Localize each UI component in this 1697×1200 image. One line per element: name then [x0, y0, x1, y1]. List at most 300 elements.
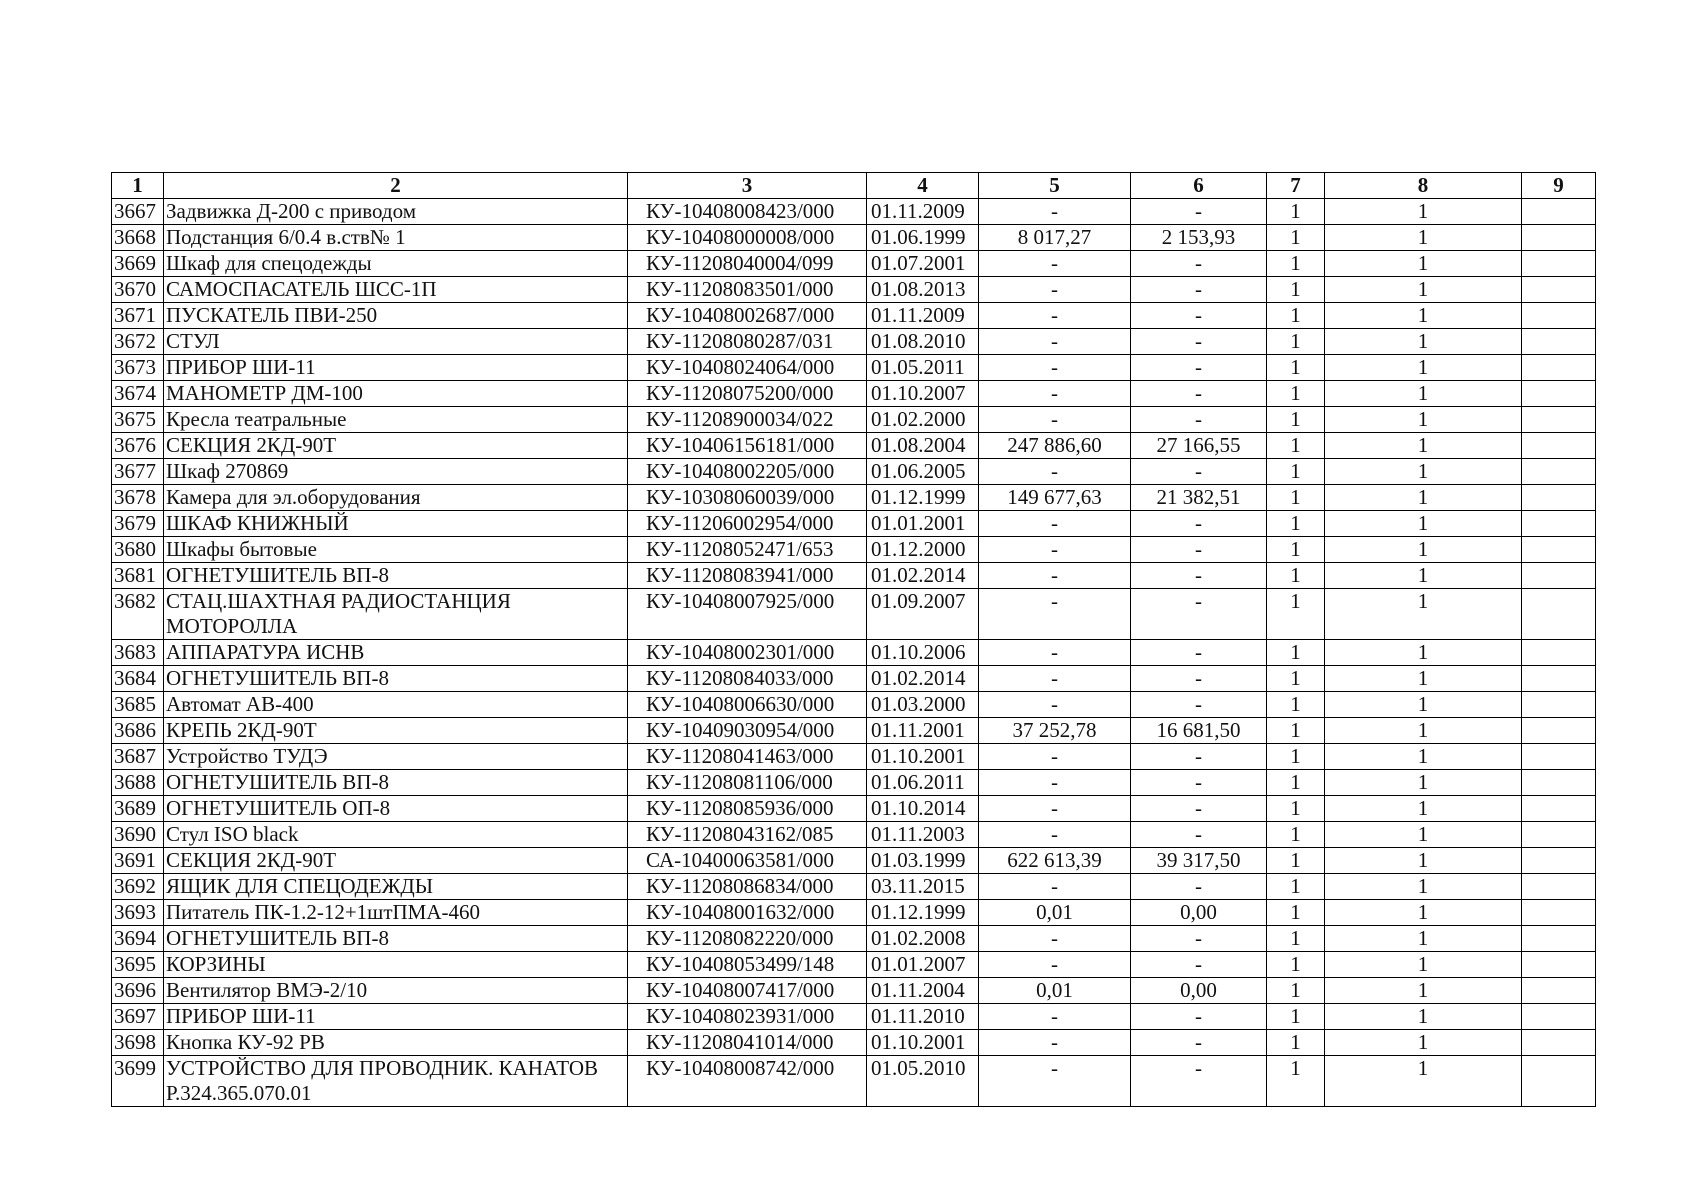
value-col9-cell	[1522, 459, 1596, 485]
table-row	[112, 848, 1596, 874]
value-col7-cell: 1	[1267, 666, 1325, 692]
value-col9-cell	[1522, 822, 1596, 848]
value-col6-cell: -	[1131, 666, 1267, 692]
value-col8-cell: 1	[1325, 199, 1522, 225]
table-row	[112, 822, 1596, 848]
inventory-code-cell: КУ-10308060039/000	[628, 485, 867, 511]
value-col9-cell	[1522, 433, 1596, 459]
date-cell: 01.01.2007	[867, 952, 979, 978]
row-number-cell: 3673	[112, 355, 164, 381]
item-name-cell: Шкаф для спецодежды	[164, 251, 628, 277]
value-col5-cell: -	[979, 303, 1131, 329]
table-row	[112, 640, 1596, 666]
item-name-cell: Шкаф 270869	[164, 459, 628, 485]
value-col8-cell: 1	[1325, 355, 1522, 381]
inventory-code-cell: КУ-11206002954/000	[628, 511, 867, 537]
value-col5-cell: -	[979, 822, 1131, 848]
value-col9-cell	[1522, 640, 1596, 666]
value-col6-cell: -	[1131, 744, 1267, 770]
date-cell: 01.02.2014	[867, 666, 979, 692]
row-number-cell: 3698	[112, 1030, 164, 1056]
date-cell: 01.11.2001	[867, 718, 979, 744]
table-row	[112, 978, 1596, 1004]
value-col8-cell: 1	[1325, 1030, 1522, 1056]
inventory-code-cell: КУ-11208040004/099	[628, 251, 867, 277]
value-col7-cell: 1	[1267, 355, 1325, 381]
row-number-cell: 3696	[112, 978, 164, 1004]
column-header-2: 2	[164, 173, 628, 199]
value-col6-cell: -	[1131, 511, 1267, 537]
row-number-cell: 3670	[112, 277, 164, 303]
value-col8-cell: 1	[1325, 822, 1522, 848]
row-number-cell: 3692	[112, 874, 164, 900]
value-col7-cell: 1	[1267, 900, 1325, 926]
value-col7-cell: 1	[1267, 251, 1325, 277]
item-name-cell: ОГНЕТУШИТЕЛЬ ВП-8	[164, 563, 628, 589]
column-header-5: 5	[979, 173, 1131, 199]
row-number-cell: 3690	[112, 822, 164, 848]
row-number-cell: 3675	[112, 407, 164, 433]
value-col7-cell: 1	[1267, 848, 1325, 874]
value-col5-cell: 8 017,27	[979, 225, 1131, 251]
value-col5-cell: 0,01	[979, 978, 1131, 1004]
item-name-cell: МАНОМЕТР ДМ-100	[164, 381, 628, 407]
value-col7-cell: 1	[1267, 407, 1325, 433]
value-col8-cell: 1	[1325, 1056, 1522, 1107]
value-col6-cell: -	[1131, 926, 1267, 952]
row-number-cell: 3676	[112, 433, 164, 459]
value-col6-cell: 2 153,93	[1131, 225, 1267, 251]
value-col6-cell: -	[1131, 796, 1267, 822]
item-name-cell: Вентилятор ВМЭ-2/10	[164, 978, 628, 1004]
value-col6-cell: -	[1131, 1030, 1267, 1056]
item-name-cell: Шкафы бытовые	[164, 537, 628, 563]
header-row	[112, 173, 1596, 199]
table-row	[112, 485, 1596, 511]
value-col5-cell: -	[979, 459, 1131, 485]
value-col6-cell: -	[1131, 355, 1267, 381]
value-col9-cell	[1522, 537, 1596, 563]
value-col5-cell: -	[979, 407, 1131, 433]
inventory-code-cell: КУ-10408053499/148	[628, 952, 867, 978]
table-row	[112, 277, 1596, 303]
date-cell: 01.03.2000	[867, 692, 979, 718]
row-number-cell: 3682	[112, 589, 164, 640]
table-row	[112, 459, 1596, 485]
value-col7-cell: 1	[1267, 433, 1325, 459]
table-row	[112, 1030, 1596, 1056]
value-col9-cell	[1522, 511, 1596, 537]
value-col9-cell	[1522, 329, 1596, 355]
date-cell: 01.10.2001	[867, 744, 979, 770]
date-cell: 01.10.2014	[867, 796, 979, 822]
table-row	[112, 874, 1596, 900]
value-col6-cell: -	[1131, 537, 1267, 563]
item-name-cell: АППАРАТУРА ИСНВ	[164, 640, 628, 666]
value-col5-cell: 622 613,39	[979, 848, 1131, 874]
row-number-cell: 3684	[112, 666, 164, 692]
inventory-code-cell: КУ-11208081106/000	[628, 770, 867, 796]
row-number-cell: 3668	[112, 225, 164, 251]
row-number-cell: 3689	[112, 796, 164, 822]
value-col8-cell: 1	[1325, 589, 1522, 640]
value-col9-cell	[1522, 355, 1596, 381]
inventory-code-cell: КУ-11208041014/000	[628, 1030, 867, 1056]
item-name-cell: ПРИБОР ШИ-11	[164, 355, 628, 381]
inventory-code-cell: КУ-10408002205/000	[628, 459, 867, 485]
inventory-code-cell: КУ-11208052471/653	[628, 537, 867, 563]
table-row	[112, 329, 1596, 355]
value-col5-cell: -	[979, 1056, 1131, 1107]
date-cell: 01.11.2003	[867, 822, 979, 848]
item-name-cell: ПУСКАТЕЛЬ ПВИ-250	[164, 303, 628, 329]
column-header-1: 1	[112, 173, 164, 199]
table-row	[112, 796, 1596, 822]
value-col5-cell: -	[979, 744, 1131, 770]
column-header-7: 7	[1267, 173, 1325, 199]
table-row	[112, 407, 1596, 433]
value-col7-cell: 1	[1267, 277, 1325, 303]
value-col8-cell: 1	[1325, 692, 1522, 718]
value-col9-cell	[1522, 692, 1596, 718]
date-cell: 01.10.2001	[867, 1030, 979, 1056]
date-cell: 01.06.1999	[867, 225, 979, 251]
value-col8-cell: 1	[1325, 1004, 1522, 1030]
column-header-9: 9	[1522, 173, 1596, 199]
row-number-cell: 3669	[112, 251, 164, 277]
value-col7-cell: 1	[1267, 874, 1325, 900]
value-col5-cell: 247 886,60	[979, 433, 1131, 459]
inventory-code-cell: КУ-11208083941/000	[628, 563, 867, 589]
table-row	[112, 952, 1596, 978]
value-col7-cell: 1	[1267, 1056, 1325, 1107]
value-col8-cell: 1	[1325, 926, 1522, 952]
value-col8-cell: 1	[1325, 563, 1522, 589]
value-col8-cell: 1	[1325, 770, 1522, 796]
value-col5-cell: -	[979, 511, 1131, 537]
table-row	[112, 589, 1596, 640]
table-row	[112, 433, 1596, 459]
value-col7-cell: 1	[1267, 796, 1325, 822]
value-col7-cell: 1	[1267, 303, 1325, 329]
value-col5-cell: -	[979, 796, 1131, 822]
value-col5-cell: 149 677,63	[979, 485, 1131, 511]
value-col8-cell: 1	[1325, 407, 1522, 433]
value-col7-cell: 1	[1267, 978, 1325, 1004]
row-number-cell: 3688	[112, 770, 164, 796]
value-col9-cell	[1522, 381, 1596, 407]
value-col8-cell: 1	[1325, 459, 1522, 485]
value-col9-cell	[1522, 978, 1596, 1004]
table-row	[112, 199, 1596, 225]
value-col8-cell: 1	[1325, 381, 1522, 407]
value-col9-cell	[1522, 666, 1596, 692]
date-cell: 01.01.2001	[867, 511, 979, 537]
value-col8-cell: 1	[1325, 640, 1522, 666]
date-cell: 01.05.2011	[867, 355, 979, 381]
table-row	[112, 511, 1596, 537]
value-col5-cell: -	[979, 563, 1131, 589]
value-col5-cell: -	[979, 874, 1131, 900]
value-col8-cell: 1	[1325, 511, 1522, 537]
value-col5-cell: -	[979, 537, 1131, 563]
value-col5-cell: -	[979, 640, 1131, 666]
value-col8-cell: 1	[1325, 848, 1522, 874]
inventory-table	[111, 172, 1596, 1107]
item-name-cell: Устройство ТУДЭ	[164, 744, 628, 770]
item-name-cell: Кнопка КУ-92 РВ	[164, 1030, 628, 1056]
value-col6-cell: -	[1131, 822, 1267, 848]
value-col7-cell: 1	[1267, 563, 1325, 589]
value-col5-cell: -	[979, 1004, 1131, 1030]
item-name-cell: ОГНЕТУШИТЕЛЬ ВП-8	[164, 770, 628, 796]
value-col5-cell: -	[979, 770, 1131, 796]
value-col6-cell: -	[1131, 251, 1267, 277]
value-col6-cell: -	[1131, 952, 1267, 978]
value-col6-cell: -	[1131, 303, 1267, 329]
date-cell: 01.09.2007	[867, 589, 979, 640]
value-col7-cell: 1	[1267, 589, 1325, 640]
table-row	[112, 718, 1596, 744]
value-col9-cell	[1522, 952, 1596, 978]
row-number-cell: 3685	[112, 692, 164, 718]
item-name-cell: Автомат АВ-400	[164, 692, 628, 718]
table-row	[112, 1004, 1596, 1030]
date-cell: 01.11.2009	[867, 199, 979, 225]
row-number-cell: 3686	[112, 718, 164, 744]
value-col9-cell	[1522, 848, 1596, 874]
date-cell: 03.11.2015	[867, 874, 979, 900]
value-col7-cell: 1	[1267, 692, 1325, 718]
value-col5-cell: -	[979, 199, 1131, 225]
item-name-cell: Камера для эл.оборудования	[164, 485, 628, 511]
value-col6-cell: 0,00	[1131, 978, 1267, 1004]
table-row	[112, 744, 1596, 770]
value-col8-cell: 1	[1325, 303, 1522, 329]
table-row	[112, 770, 1596, 796]
date-cell: 01.07.2001	[867, 251, 979, 277]
inventory-code-cell: КУ-11208083501/000	[628, 277, 867, 303]
value-col6-cell: -	[1131, 1056, 1267, 1107]
row-number-cell: 3687	[112, 744, 164, 770]
inventory-code-cell: КУ-10408002301/000	[628, 640, 867, 666]
item-name-cell: СЕКЦИЯ 2КД-90Т	[164, 848, 628, 874]
inventory-code-cell: СА-10400063581/000	[628, 848, 867, 874]
value-col7-cell: 1	[1267, 718, 1325, 744]
row-number-cell: 3699	[112, 1056, 164, 1107]
column-header-4: 4	[867, 173, 979, 199]
row-number-cell: 3679	[112, 511, 164, 537]
row-number-cell: 3667	[112, 199, 164, 225]
inventory-code-cell: КУ-10408023931/000	[628, 1004, 867, 1030]
value-col9-cell	[1522, 1030, 1596, 1056]
table-row	[112, 666, 1596, 692]
value-col9-cell	[1522, 225, 1596, 251]
date-cell: 01.08.2013	[867, 277, 979, 303]
row-number-cell: 3678	[112, 485, 164, 511]
inventory-code-cell: КУ-11208900034/022	[628, 407, 867, 433]
date-cell: 01.06.2005	[867, 459, 979, 485]
inventory-code-cell: КУ-11208075200/000	[628, 381, 867, 407]
value-col5-cell: -	[979, 1030, 1131, 1056]
date-cell: 01.05.2010	[867, 1056, 979, 1107]
table-row	[112, 303, 1596, 329]
value-col5-cell: -	[979, 251, 1131, 277]
inventory-code-cell: КУ-10408001632/000	[628, 900, 867, 926]
inventory-code-cell: КУ-10408008423/000	[628, 199, 867, 225]
value-col8-cell: 1	[1325, 744, 1522, 770]
item-name-cell: СТУЛ	[164, 329, 628, 355]
date-cell: 01.12.2000	[867, 537, 979, 563]
value-col6-cell: 21 382,51	[1131, 485, 1267, 511]
value-col6-cell: 27 166,55	[1131, 433, 1267, 459]
value-col6-cell: -	[1131, 277, 1267, 303]
item-name-cell: СЕКЦИЯ 2КД-90Т	[164, 433, 628, 459]
value-col7-cell: 1	[1267, 952, 1325, 978]
value-col9-cell	[1522, 926, 1596, 952]
row-number-cell: 3672	[112, 329, 164, 355]
value-col6-cell: -	[1131, 329, 1267, 355]
row-number-cell: 3674	[112, 381, 164, 407]
value-col7-cell: 1	[1267, 770, 1325, 796]
item-name-cell: Задвижка Д-200 с приводом	[164, 199, 628, 225]
item-name-cell: ПРИБОР ШИ-11	[164, 1004, 628, 1030]
value-col6-cell: -	[1131, 459, 1267, 485]
table-row	[112, 225, 1596, 251]
date-cell: 01.02.2000	[867, 407, 979, 433]
value-col9-cell	[1522, 796, 1596, 822]
value-col9-cell	[1522, 589, 1596, 640]
value-col6-cell: -	[1131, 589, 1267, 640]
item-name-cell: Кресла театральные	[164, 407, 628, 433]
date-cell: 01.06.2011	[867, 770, 979, 796]
inventory-code-cell: КУ-10408008742/000	[628, 1056, 867, 1107]
inventory-code-cell: КУ-11208080287/031	[628, 329, 867, 355]
value-col5-cell: 0,01	[979, 900, 1131, 926]
value-col8-cell: 1	[1325, 900, 1522, 926]
value-col7-cell: 1	[1267, 459, 1325, 485]
value-col6-cell: -	[1131, 381, 1267, 407]
value-col9-cell	[1522, 744, 1596, 770]
value-col8-cell: 1	[1325, 277, 1522, 303]
row-number-cell: 3681	[112, 563, 164, 589]
table-row	[112, 537, 1596, 563]
value-col5-cell: -	[979, 381, 1131, 407]
date-cell: 01.10.2006	[867, 640, 979, 666]
value-col7-cell: 1	[1267, 1004, 1325, 1030]
date-cell: 01.12.1999	[867, 485, 979, 511]
value-col5-cell: 37 252,78	[979, 718, 1131, 744]
inventory-code-cell: КУ-10408007417/000	[628, 978, 867, 1004]
item-name-cell: КРЕПЬ 2КД-90Т	[164, 718, 628, 744]
row-number-cell: 3695	[112, 952, 164, 978]
value-col6-cell: 16 681,50	[1131, 718, 1267, 744]
row-number-cell: 3683	[112, 640, 164, 666]
value-col6-cell: -	[1131, 199, 1267, 225]
inventory-code-cell: КУ-10408002687/000	[628, 303, 867, 329]
value-col8-cell: 1	[1325, 952, 1522, 978]
value-col8-cell: 1	[1325, 537, 1522, 563]
value-col7-cell: 1	[1267, 199, 1325, 225]
row-number-cell: 3677	[112, 459, 164, 485]
table-row	[112, 692, 1596, 718]
table-row	[112, 563, 1596, 589]
value-col6-cell: -	[1131, 770, 1267, 796]
date-cell: 01.02.2008	[867, 926, 979, 952]
value-col9-cell	[1522, 251, 1596, 277]
value-col9-cell	[1522, 303, 1596, 329]
item-name-cell: СТАЦ.ШАХТНАЯ РАДИОСТАНЦИЯ МОТОРОЛЛА	[164, 589, 628, 640]
value-col8-cell: 1	[1325, 251, 1522, 277]
value-col6-cell: -	[1131, 407, 1267, 433]
date-cell: 01.11.2010	[867, 1004, 979, 1030]
value-col5-cell: -	[979, 926, 1131, 952]
value-col5-cell: -	[979, 329, 1131, 355]
value-col9-cell	[1522, 1056, 1596, 1107]
value-col9-cell	[1522, 900, 1596, 926]
value-col7-cell: 1	[1267, 329, 1325, 355]
inventory-code-cell: КУ-10406156181/000	[628, 433, 867, 459]
value-col7-cell: 1	[1267, 926, 1325, 952]
column-header-6: 6	[1131, 173, 1267, 199]
value-col9-cell	[1522, 199, 1596, 225]
item-name-cell: ОГНЕТУШИТЕЛЬ ОП-8	[164, 796, 628, 822]
value-col8-cell: 1	[1325, 796, 1522, 822]
table-row	[112, 381, 1596, 407]
date-cell: 01.08.2004	[867, 433, 979, 459]
value-col6-cell: -	[1131, 692, 1267, 718]
date-cell: 01.02.2014	[867, 563, 979, 589]
value-col7-cell: 1	[1267, 1030, 1325, 1056]
value-col9-cell	[1522, 563, 1596, 589]
row-number-cell: 3680	[112, 537, 164, 563]
value-col7-cell: 1	[1267, 225, 1325, 251]
value-col5-cell: -	[979, 355, 1131, 381]
value-col7-cell: 1	[1267, 822, 1325, 848]
date-cell: 01.11.2004	[867, 978, 979, 1004]
row-number-cell: 3693	[112, 900, 164, 926]
inventory-code-cell: КУ-11208085936/000	[628, 796, 867, 822]
item-name-cell: ЯЩИК ДЛЯ СПЕЦОДЕЖДЫ	[164, 874, 628, 900]
inventory-code-cell: КУ-11208041463/000	[628, 744, 867, 770]
value-col9-cell	[1522, 277, 1596, 303]
item-name-cell: Подстанция 6/0.4 в.ств№ 1	[164, 225, 628, 251]
inventory-code-cell: КУ-10408007925/000	[628, 589, 867, 640]
table-row	[112, 926, 1596, 952]
value-col8-cell: 1	[1325, 225, 1522, 251]
inventory-code-cell: КУ-10408024064/000	[628, 355, 867, 381]
item-name-cell: УСТРОЙСТВО ДЛЯ ПРОВОДНИК. КАНАТОВ Р.324.365.070.01	[164, 1056, 628, 1107]
value-col7-cell: 1	[1267, 744, 1325, 770]
column-header-8: 8	[1325, 173, 1522, 199]
table-row	[112, 251, 1596, 277]
item-name-cell: КОРЗИНЫ	[164, 952, 628, 978]
table-row	[112, 355, 1596, 381]
value-col8-cell: 1	[1325, 874, 1522, 900]
item-name-cell: Стул ISO black	[164, 822, 628, 848]
column-header-3: 3	[628, 173, 867, 199]
value-col8-cell: 1	[1325, 433, 1522, 459]
inventory-code-cell: КУ-10408006630/000	[628, 692, 867, 718]
value-col5-cell: -	[979, 666, 1131, 692]
date-cell: 01.03.1999	[867, 848, 979, 874]
row-number-cell: 3671	[112, 303, 164, 329]
date-cell: 01.10.2007	[867, 381, 979, 407]
item-name-cell: ШКАФ КНИЖНЫЙ	[164, 511, 628, 537]
value-col8-cell: 1	[1325, 718, 1522, 744]
inventory-code-cell: КУ-11208084033/000	[628, 666, 867, 692]
inventory-code-cell: КУ-11208086834/000	[628, 874, 867, 900]
